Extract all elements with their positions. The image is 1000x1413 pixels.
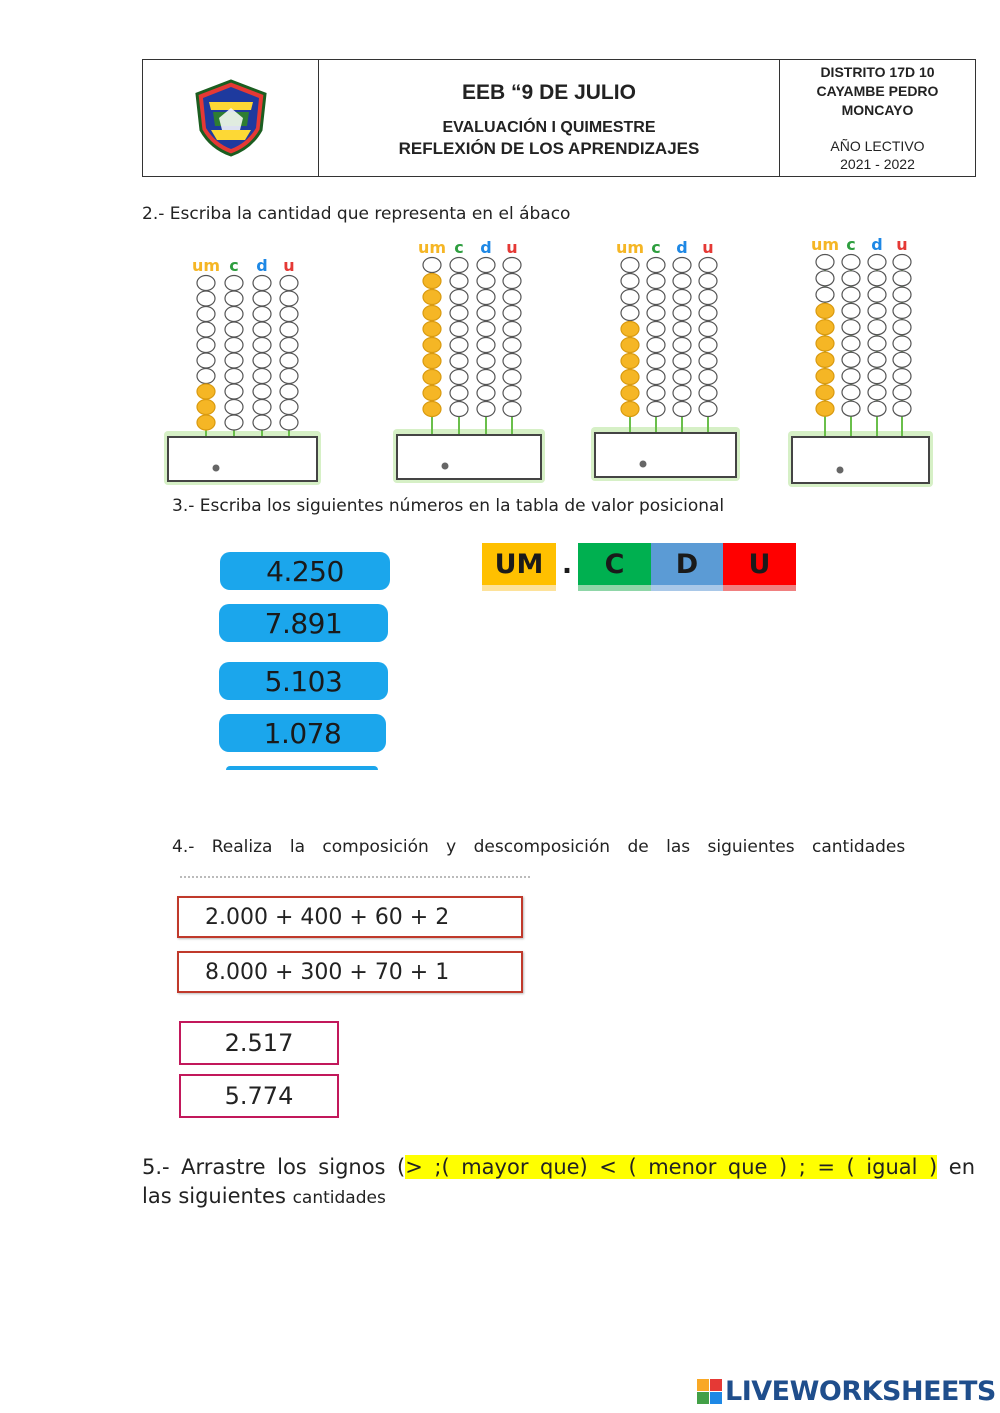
- abacus-bead-filled: [423, 290, 441, 305]
- abacus-bead-filled: [816, 303, 834, 318]
- abacus-bead-empty: [621, 274, 639, 289]
- abacus-label-c: c: [846, 235, 856, 254]
- abacus-label-um: um: [417, 238, 447, 257]
- abacus-bead-empty: [647, 322, 665, 337]
- abacus-bead-empty: [477, 322, 495, 337]
- abacus-bead-filled: [423, 306, 441, 321]
- number-chip-4[interactable]: 1.078: [219, 714, 386, 752]
- abacus-bead-filled: [423, 402, 441, 417]
- abacus-bead-filled: [816, 369, 834, 384]
- abacus-bead-empty: [503, 322, 521, 337]
- abacus-bead-empty: [253, 276, 271, 291]
- abacus-bead-filled: [621, 386, 639, 401]
- abacus-bead-empty: [842, 369, 860, 384]
- liveworksheets-logo[interactable]: [697, 1376, 996, 1407]
- abacus-bead-empty: [253, 291, 271, 306]
- abacus-bead-empty: [503, 306, 521, 321]
- answer-dot-mark: [213, 465, 220, 472]
- abacus-bead-empty: [450, 258, 468, 273]
- abacus-bead-empty: [842, 287, 860, 302]
- abacus-3: [591, 238, 740, 481]
- abacus-bead-empty: [477, 354, 495, 369]
- header-c: C: [578, 543, 651, 585]
- abacus-bead-empty: [197, 369, 215, 384]
- abacus-bead-empty: [893, 401, 911, 416]
- abacus-bead-filled: [816, 352, 834, 367]
- number-box-1: 2.517: [179, 1021, 339, 1065]
- abacus-bead-empty: [699, 386, 717, 401]
- abacus-bead-empty: [893, 352, 911, 367]
- answer-u[interactable]: [723, 585, 796, 591]
- abacus-bead-empty: [225, 353, 243, 368]
- abacus-bead-empty: [673, 354, 691, 369]
- abacus-bead-empty: [280, 276, 298, 291]
- abacus-bead-filled: [621, 354, 639, 369]
- abacus-bead-empty: [450, 306, 468, 321]
- q5-suffix: en: [937, 1155, 975, 1179]
- abacus-bead-filled: [816, 320, 834, 335]
- answer-dot-mark: [640, 461, 647, 468]
- abacus-bead-filled: [621, 402, 639, 417]
- abacus-bead-filled: [816, 385, 834, 400]
- abacus-bead-empty: [423, 258, 441, 273]
- abacus-bead-empty: [477, 258, 495, 273]
- answer-d[interactable]: [651, 585, 723, 591]
- abacus-1: [164, 256, 321, 485]
- header-dot: .: [556, 543, 578, 585]
- answer-um[interactable]: [482, 585, 556, 591]
- abacus-bead-filled: [423, 274, 441, 289]
- answer-dot-mark: [837, 467, 844, 474]
- number-chip-2[interactable]: 7.891: [219, 604, 388, 642]
- abacus-bead-empty: [450, 370, 468, 385]
- abacus-bead-empty: [699, 370, 717, 385]
- school-year-label: AÑO LECTIVO: [830, 138, 925, 154]
- abacus-bead-empty: [450, 322, 468, 337]
- abacus-bead-empty: [450, 402, 468, 417]
- abacus-bead-filled: [816, 401, 834, 416]
- abacus-drawing: [0, 0, 1000, 500]
- abacus-bead-empty: [647, 354, 665, 369]
- abacus-bead-empty: [253, 369, 271, 384]
- abacus-bead-empty: [280, 338, 298, 353]
- abacus-bead-empty: [225, 384, 243, 399]
- abacus-bead-filled: [621, 338, 639, 353]
- abacus-bead-empty: [225, 369, 243, 384]
- abacus-bead-empty: [816, 287, 834, 302]
- abacus-bead-empty: [647, 306, 665, 321]
- abacus-bead-empty: [253, 338, 271, 353]
- abacus-bead-empty: [197, 353, 215, 368]
- liveworksheets-grid-icon: [697, 1379, 723, 1405]
- abacus-bead-empty: [477, 290, 495, 305]
- header-u: U: [723, 543, 796, 585]
- place-value-table-header: [482, 543, 796, 591]
- abacus-bead-empty: [699, 306, 717, 321]
- q4-prompt: [172, 837, 975, 857]
- abacus-bead-empty: [225, 338, 243, 353]
- district-line-3: MONCAYO: [841, 102, 914, 118]
- abacus-label-u: u: [506, 238, 518, 257]
- abacus-bead-empty: [280, 291, 298, 306]
- abacus-bead-empty: [253, 384, 271, 399]
- abacus-bead-empty: [225, 400, 243, 415]
- abacus-bead-empty: [673, 290, 691, 305]
- abacus-bead-empty: [197, 307, 215, 322]
- abacus-bead-empty: [621, 290, 639, 305]
- abacus-bead-empty: [893, 287, 911, 302]
- abacus-bead-empty: [842, 271, 860, 286]
- abacus-answer-input[interactable]: [397, 435, 541, 479]
- reflection-title: REFLEXIÓN DE LOS APRENDIZAJES: [398, 139, 700, 158]
- abacus-label-c: c: [651, 238, 661, 257]
- abacus-2: [393, 238, 545, 483]
- abacus-bead-empty: [225, 291, 243, 306]
- answer-c[interactable]: [578, 585, 651, 591]
- abacus-bead-empty: [868, 352, 886, 367]
- abacus-bead-empty: [477, 274, 495, 289]
- abacus-bead-empty: [673, 274, 691, 289]
- abacus-bead-empty: [280, 384, 298, 399]
- abacus-bead-empty: [893, 336, 911, 351]
- abacus-bead-empty: [503, 290, 521, 305]
- q5-line-1: [142, 1155, 975, 1179]
- number-box-2: 5.774: [179, 1074, 339, 1118]
- abacus-bead-empty: [673, 258, 691, 273]
- abacus-bead-empty: [225, 322, 243, 337]
- abacus-bead-empty: [868, 271, 886, 286]
- abacus-label-u: u: [702, 238, 714, 257]
- abacus-bead-empty: [621, 306, 639, 321]
- abacus-bead-empty: [253, 400, 271, 415]
- abacus-bead-filled: [197, 384, 215, 399]
- q2-prompt: 2.- Escriba la cantidad que representa en el ábaco: [142, 204, 571, 224]
- abacus-bead-empty: [842, 352, 860, 367]
- abacus-bead-empty: [842, 401, 860, 416]
- abacus-bead-empty: [647, 258, 665, 273]
- abacus-bead-empty: [893, 271, 911, 286]
- abacus-bead-empty: [893, 385, 911, 400]
- abacus-bead-empty: [450, 274, 468, 289]
- abacus-bead-empty: [868, 336, 886, 351]
- abacus-bead-empty: [647, 402, 665, 417]
- abacus-bead-empty: [280, 322, 298, 337]
- abacus-bead-empty: [842, 303, 860, 318]
- q5-line-2: [142, 1184, 386, 1208]
- abacus-label-um: um: [615, 238, 645, 257]
- abacus-bead-empty: [253, 307, 271, 322]
- expansion-box-1: 2.000 + 400 + 60 + 2: [177, 896, 523, 938]
- abacus-bead-empty: [477, 370, 495, 385]
- number-chip-1[interactable]: 4.250: [220, 552, 390, 590]
- abacus-bead-empty: [699, 258, 717, 273]
- abacus-bead-empty: [503, 386, 521, 401]
- abacus-bead-empty: [699, 354, 717, 369]
- header-d: D: [651, 543, 723, 585]
- abacus-bead-empty: [450, 290, 468, 305]
- abacus-answer-input[interactable]: [792, 437, 929, 483]
- abacus-bead-empty: [280, 415, 298, 430]
- abacus-bead-filled: [621, 322, 639, 337]
- abacus-bead-empty: [673, 370, 691, 385]
- abacus-bead-empty: [225, 276, 243, 291]
- abacus-bead-empty: [621, 258, 639, 273]
- abacus-label-d: d: [256, 256, 268, 275]
- abacus-bead-empty: [893, 303, 911, 318]
- abacus-bead-empty: [450, 354, 468, 369]
- abacus-bead-filled: [621, 370, 639, 385]
- number-chip-3[interactable]: 5.103: [219, 662, 388, 700]
- abacus-bead-empty: [699, 274, 717, 289]
- abacus-bead-empty: [673, 338, 691, 353]
- abacus-bead-empty: [450, 386, 468, 401]
- abacus-bead-empty: [842, 255, 860, 270]
- abacus-bead-empty: [197, 291, 215, 306]
- abacus-bead-filled: [423, 370, 441, 385]
- abacus-bead-empty: [868, 287, 886, 302]
- cropped-text-remnant: [180, 874, 540, 884]
- district-line-1: DISTRITO 17D 10: [820, 64, 935, 80]
- answer-dot-mark: [442, 463, 449, 470]
- abacus-bead-filled: [197, 400, 215, 415]
- abacus-bead-filled: [423, 386, 441, 401]
- abacus-bead-empty: [868, 303, 886, 318]
- abacus-bead-empty: [816, 271, 834, 286]
- abacus-bead-empty: [868, 320, 886, 335]
- abacus-label-um: um: [810, 235, 840, 254]
- school-name: EEB “9 DE JULIO: [462, 81, 636, 104]
- abacus-bead-filled: [423, 338, 441, 353]
- abacus-bead-empty: [477, 306, 495, 321]
- abacus-bead-filled: [197, 415, 215, 430]
- abacus-bead-empty: [699, 290, 717, 305]
- abacus-label-u: u: [283, 256, 295, 275]
- answer-dot: [556, 585, 578, 591]
- liveworksheets-text: LIVEWORKSHEETS: [725, 1376, 996, 1407]
- abacus-bead-empty: [647, 274, 665, 289]
- number-chip-edge: [226, 766, 378, 770]
- abacus-bead-empty: [893, 369, 911, 384]
- abacus-answer-input[interactable]: [595, 433, 736, 477]
- abacus-bead-empty: [647, 370, 665, 385]
- abacus-bead-empty: [503, 354, 521, 369]
- abacus-label-d: d: [676, 238, 688, 257]
- abacus-bead-empty: [253, 322, 271, 337]
- abacus-label-d: d: [480, 238, 492, 257]
- abacus-label-c: c: [229, 256, 239, 275]
- abacus-bead-empty: [197, 276, 215, 291]
- abacus-bead-empty: [280, 400, 298, 415]
- abacus-bead-empty: [673, 402, 691, 417]
- abacus-answer-input[interactable]: [168, 437, 317, 481]
- expansion-box-2: 8.000 + 300 + 70 + 1: [177, 951, 523, 993]
- abacus-bead-empty: [842, 336, 860, 351]
- abacus-bead-empty: [868, 401, 886, 416]
- abacus-bead-empty: [225, 307, 243, 322]
- abacus-bead-filled: [423, 322, 441, 337]
- abacus-label-u: u: [896, 235, 908, 254]
- q5-line2-b: cantidades: [292, 1188, 386, 1208]
- q4-prompt-text: 4.- Realiza la composición y descomposición de las siguientes cantidades: [172, 837, 906, 857]
- abacus-bead-empty: [197, 338, 215, 353]
- abacus-bead-empty: [893, 255, 911, 270]
- abacus-bead-empty: [225, 415, 243, 430]
- abacus-bead-empty: [197, 322, 215, 337]
- abacus-bead-empty: [816, 255, 834, 270]
- abacus-bead-empty: [477, 402, 495, 417]
- abacus-bead-empty: [842, 320, 860, 335]
- abacus-bead-empty: [280, 307, 298, 322]
- abacus-bead-empty: [673, 306, 691, 321]
- abacus-bead-empty: [673, 322, 691, 337]
- abacus-label-c: c: [454, 238, 464, 257]
- abacus-bead-empty: [868, 255, 886, 270]
- abacus-bead-empty: [477, 338, 495, 353]
- abacus-bead-empty: [647, 338, 665, 353]
- evaluation-title: EVALUACIÓN I QUIMESTRE: [442, 119, 656, 136]
- abacus-bead-empty: [868, 385, 886, 400]
- abacus-bead-empty: [842, 385, 860, 400]
- abacus-bead-empty: [868, 369, 886, 384]
- q5-signs-highlight: > ;( mayor que) < ( menor que ) ; = ( igual ): [405, 1155, 938, 1179]
- abacus-bead-empty: [503, 338, 521, 353]
- abacus-bead-empty: [503, 370, 521, 385]
- abacus-4: [788, 235, 933, 487]
- abacus-bead-empty: [673, 386, 691, 401]
- abacus-bead-empty: [893, 320, 911, 335]
- abacus-bead-empty: [280, 369, 298, 384]
- abacus-bead-filled: [423, 354, 441, 369]
- abacus-bead-empty: [647, 386, 665, 401]
- abacus-bead-empty: [253, 353, 271, 368]
- abacus-bead-empty: [253, 415, 271, 430]
- abacus-bead-filled: [816, 336, 834, 351]
- abacus-bead-empty: [477, 386, 495, 401]
- q3-prompt: 3.- Escriba los siguientes números en la tabla de valor posicional: [172, 496, 725, 516]
- abacus-bead-empty: [280, 353, 298, 368]
- q5-line2-a: las siguientes: [142, 1184, 293, 1208]
- header-um: UM: [482, 543, 556, 585]
- abacus-bead-empty: [699, 338, 717, 353]
- abacus-label-d: d: [871, 235, 883, 254]
- abacus-bead-empty: [699, 402, 717, 417]
- abacus-bead-empty: [450, 338, 468, 353]
- school-years: 2021 - 2022: [840, 156, 915, 172]
- abacus-bead-empty: [647, 290, 665, 305]
- abacus-bead-empty: [699, 322, 717, 337]
- place-value-answer-row[interactable]: [482, 585, 796, 591]
- district-line-2: CAYAMBE PEDRO: [816, 83, 939, 99]
- abacus-bead-empty: [503, 258, 521, 273]
- q5-prefix: 5.- Arrastre los signos (: [142, 1155, 406, 1179]
- abacus-label-um: um: [191, 256, 221, 275]
- abacus-bead-empty: [503, 402, 521, 417]
- abacus-bead-empty: [503, 274, 521, 289]
